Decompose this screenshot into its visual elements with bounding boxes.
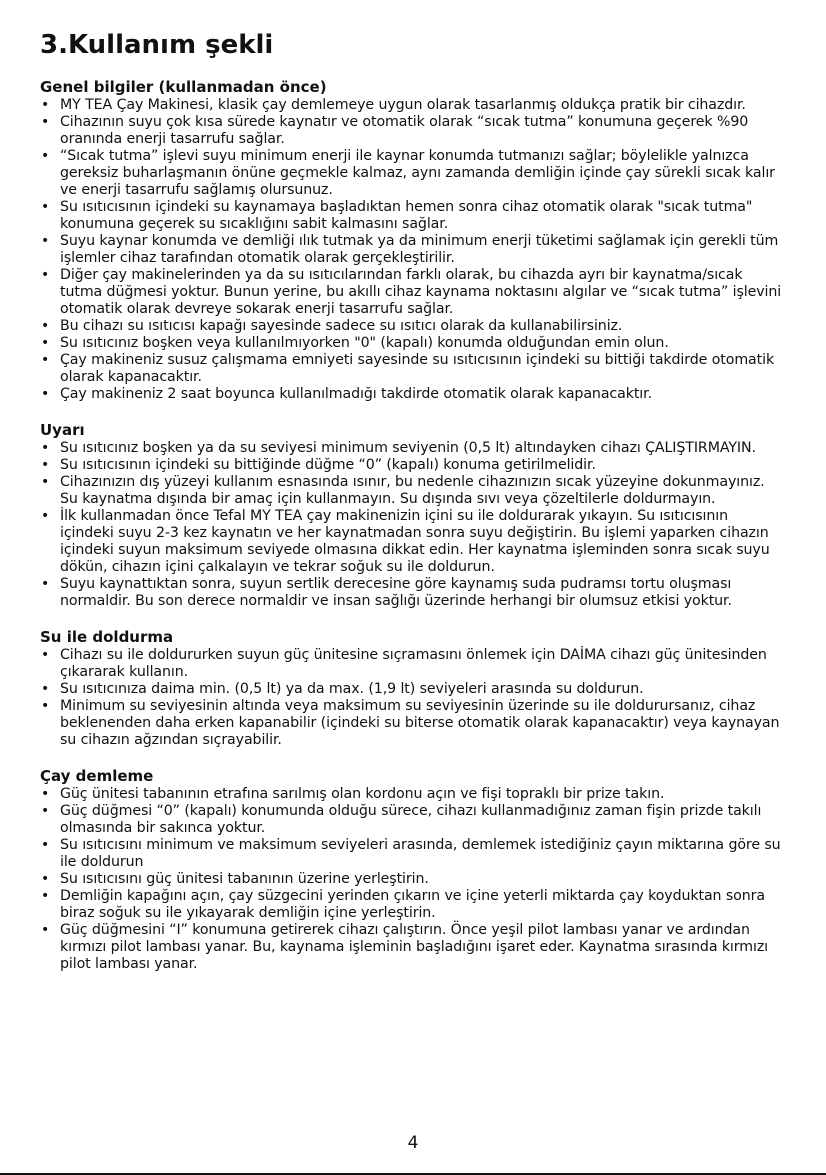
section-spacer (40, 403, 785, 421)
list-item: • Demliğin kapağını açın, çay süzgecini yerinden çıkarın ve içine yeterli miktarda çay koyduktan sonra biraz soğuk su ile yıkayarak demliğin içine yerleştirin. (40, 888, 785, 922)
list-item: • Diğer çay makinelerinden ya da su ısıtıcılarından farklı olarak, bu cihazda ayrı bir kaynatma/sıcak tutma düğmesi yoktur. Bunun yerine, bu akıllı cihaz kaynama noktasını algılar ve “sıcak tutma” işlevini otomatik olarak devreye sokarak enerji tasarrufu sağlar. (40, 267, 785, 318)
section-heading: Çay demleme (40, 767, 154, 785)
list-item: • Suyu kaynar konumda ve demliği ılık tutmak ya da minimum enerji tüketimi sağlamak için gerekli tüm işlemler cihaz tarafından otomatik olarak gerçekleştirilir. (40, 233, 785, 267)
list-item: • Güç düğmesi “0” (kapalı) konumunda olduğu sürece, cihazı kullanmadığınız zaman fişin prizde takılı olmasında bir sakınca yoktur. (40, 803, 785, 837)
list-item: • Su ısıtıcısının içindeki su kaynamaya başladıktan hemen sonra cihaz otomatik olarak "sıcak tutma" konumuna geçerek su sıcaklığını sabit kalmasını sağlar. (40, 199, 785, 233)
list-item: • Suyu kaynattıktan sonra, suyun sertlik derecesine göre kaynamış suda pudramsı tortu oluşması normaldir. Bu son derece normaldir ve insan sağlığı üzerinde herhangi bir olumsuz etkisi yoktur. (40, 576, 785, 610)
list-item: • İlk kullanmadan önce Tefal MY TEA çay makinenizin içini su ile doldurarak yıkayın. Su ısıtıcısının içindeki suyu 2-3 kez kaynatın ve her kaynatmadan sonra suyu değiştirin. Bu işlemi yaparken cihazın içindeki suyun maksimum seviyede olmasına dikkat edin. Her kaynatma işleminden sonra sıcak suyu dökün, cihazın içini çalkalayın ve tekrar soğuk su ile doldurun. (40, 508, 785, 576)
list-item: • Cihazının suyu çok kısa sürede kaynatır ve otomatik olarak “sıcak tutma” konumuna geçerek %90 oranında enerji tasarrufu sağlar. (40, 114, 785, 148)
list-item: • Cihazınızın dış yüzeyi kullanım esnasında ısınır, bu nedenle cihazınızın sıcak yüzeyine dokunmayınız. Su kaynatma dışında bir amaç için kullanmayın. Su dışında sıvı veya çözeltilerle doldurmayın. (40, 474, 785, 508)
list-item: • “Sıcak tutma” işlevi suyu minimum enerji ile kaynar konumda tutmanızı sağlar; böylelikle yalnızca gereksiz buharlaşmanın önüne geçmekle kalmaz, aynı zamanda demliğin içinde çay sürekli sıcak kalır ve enerji tasarrufu sağlamış olursunuz. (40, 148, 785, 199)
list-item: • Bu cihazı su ısıtıcısı kapağı sayesinde sadece su ısıtıcı olarak da kullanabilirsiniz. (40, 318, 785, 335)
page-title: 3.Kullanım şekli (40, 30, 274, 60)
section-general-info (40, 78, 785, 403)
list-item: • Su ısıtıcınız boşken ya da su seviyesi minimum seviyenin (0,5 lt) altındayken cihazı ÇALIŞTIRMAYIN. (40, 440, 785, 457)
list-item: • Su ısıtıcısını minimum ve maksimum seviyeleri arasında, demlemek istediğiniz çayın miktarına göre su ile doldurun (40, 837, 785, 871)
section-brewing-tea (40, 767, 785, 973)
list-item: • Su ısıtıcınıza daima min. (0,5 lt) ya da max. (1,9 lt) seviyeleri arasında su doldurun. (40, 681, 785, 698)
list-item: • MY TEA Çay Makinesi, klasik çay demlemeye uygun olarak tasarlanmış oldukça pratik bir cihazdır. (40, 97, 785, 114)
section-filling-water (40, 628, 785, 749)
list-item: • Güç düğmesini “I” konumuna getirerek cihazı çalıştırın. Önce yeşil pilot lambası yanar ve ardından kırmızı pilot lambası yanar. Bu, kaynama işleminin başladığını işaret eder. Kaynatma sırasında kırmızı pilot lambası yanar. (40, 922, 785, 973)
list-item: • Su ısıtıcısının içindeki su bittiğinde düğme “0” (kapalı) konuma getirilmelidir. (40, 457, 785, 474)
section-heading: Genel bilgiler (kullanmadan önce) (40, 78, 327, 96)
list-item: • Çay makineniz susuz çalışmama emniyeti sayesinde su ısıtıcısının içindeki su bittiği takdirde otomatik olarak kapanacaktır. (40, 352, 785, 386)
section-heading: Su ile doldurma (40, 628, 174, 646)
list-item: • Minimum su seviyesinin altında veya maksimum su seviyesinin üzerinde su ile doldurursanız, cihaz beklenenden daha erken kapanabilir (içindeki su biterse otomatik olarak kapanacaktır) veya kaynayan su cihazın ağzından sıçrayabilir. (40, 698, 785, 749)
list-item: • Güç ünitesi tabanının etrafına sarılmış olan kordonu açın ve fişi topraklı bir prize takın. (40, 786, 785, 803)
section-heading: Uyarı (40, 421, 85, 439)
section-spacer (40, 610, 785, 628)
section-spacer (40, 749, 785, 767)
content-body (40, 78, 785, 973)
list-item: • Su ısıtıcınız boşken veya kullanılmıyorken "0" (kapalı) konumda olduğundan emin olun. (40, 335, 785, 352)
bullet-list (40, 647, 785, 749)
bullet-list (40, 440, 785, 610)
bullet-list (40, 97, 785, 403)
list-item: • Su ısıtıcısını güç ünitesi tabanının üzerine yerleştirin. (40, 871, 785, 888)
section-warning (40, 421, 785, 610)
page-number: 4 (407, 1133, 419, 1153)
list-item: • Çay makineniz 2 saat boyunca kullanılmadığı takdirde otomatik olarak kapanacaktır. (40, 386, 785, 403)
bullet-list (40, 786, 785, 973)
list-item: • Cihazı su ile doldururken suyun güç ünitesine sıçramasını önlemek için DAİMA cihazı güç ünitesinden çıkararak kullanın. (40, 647, 785, 681)
